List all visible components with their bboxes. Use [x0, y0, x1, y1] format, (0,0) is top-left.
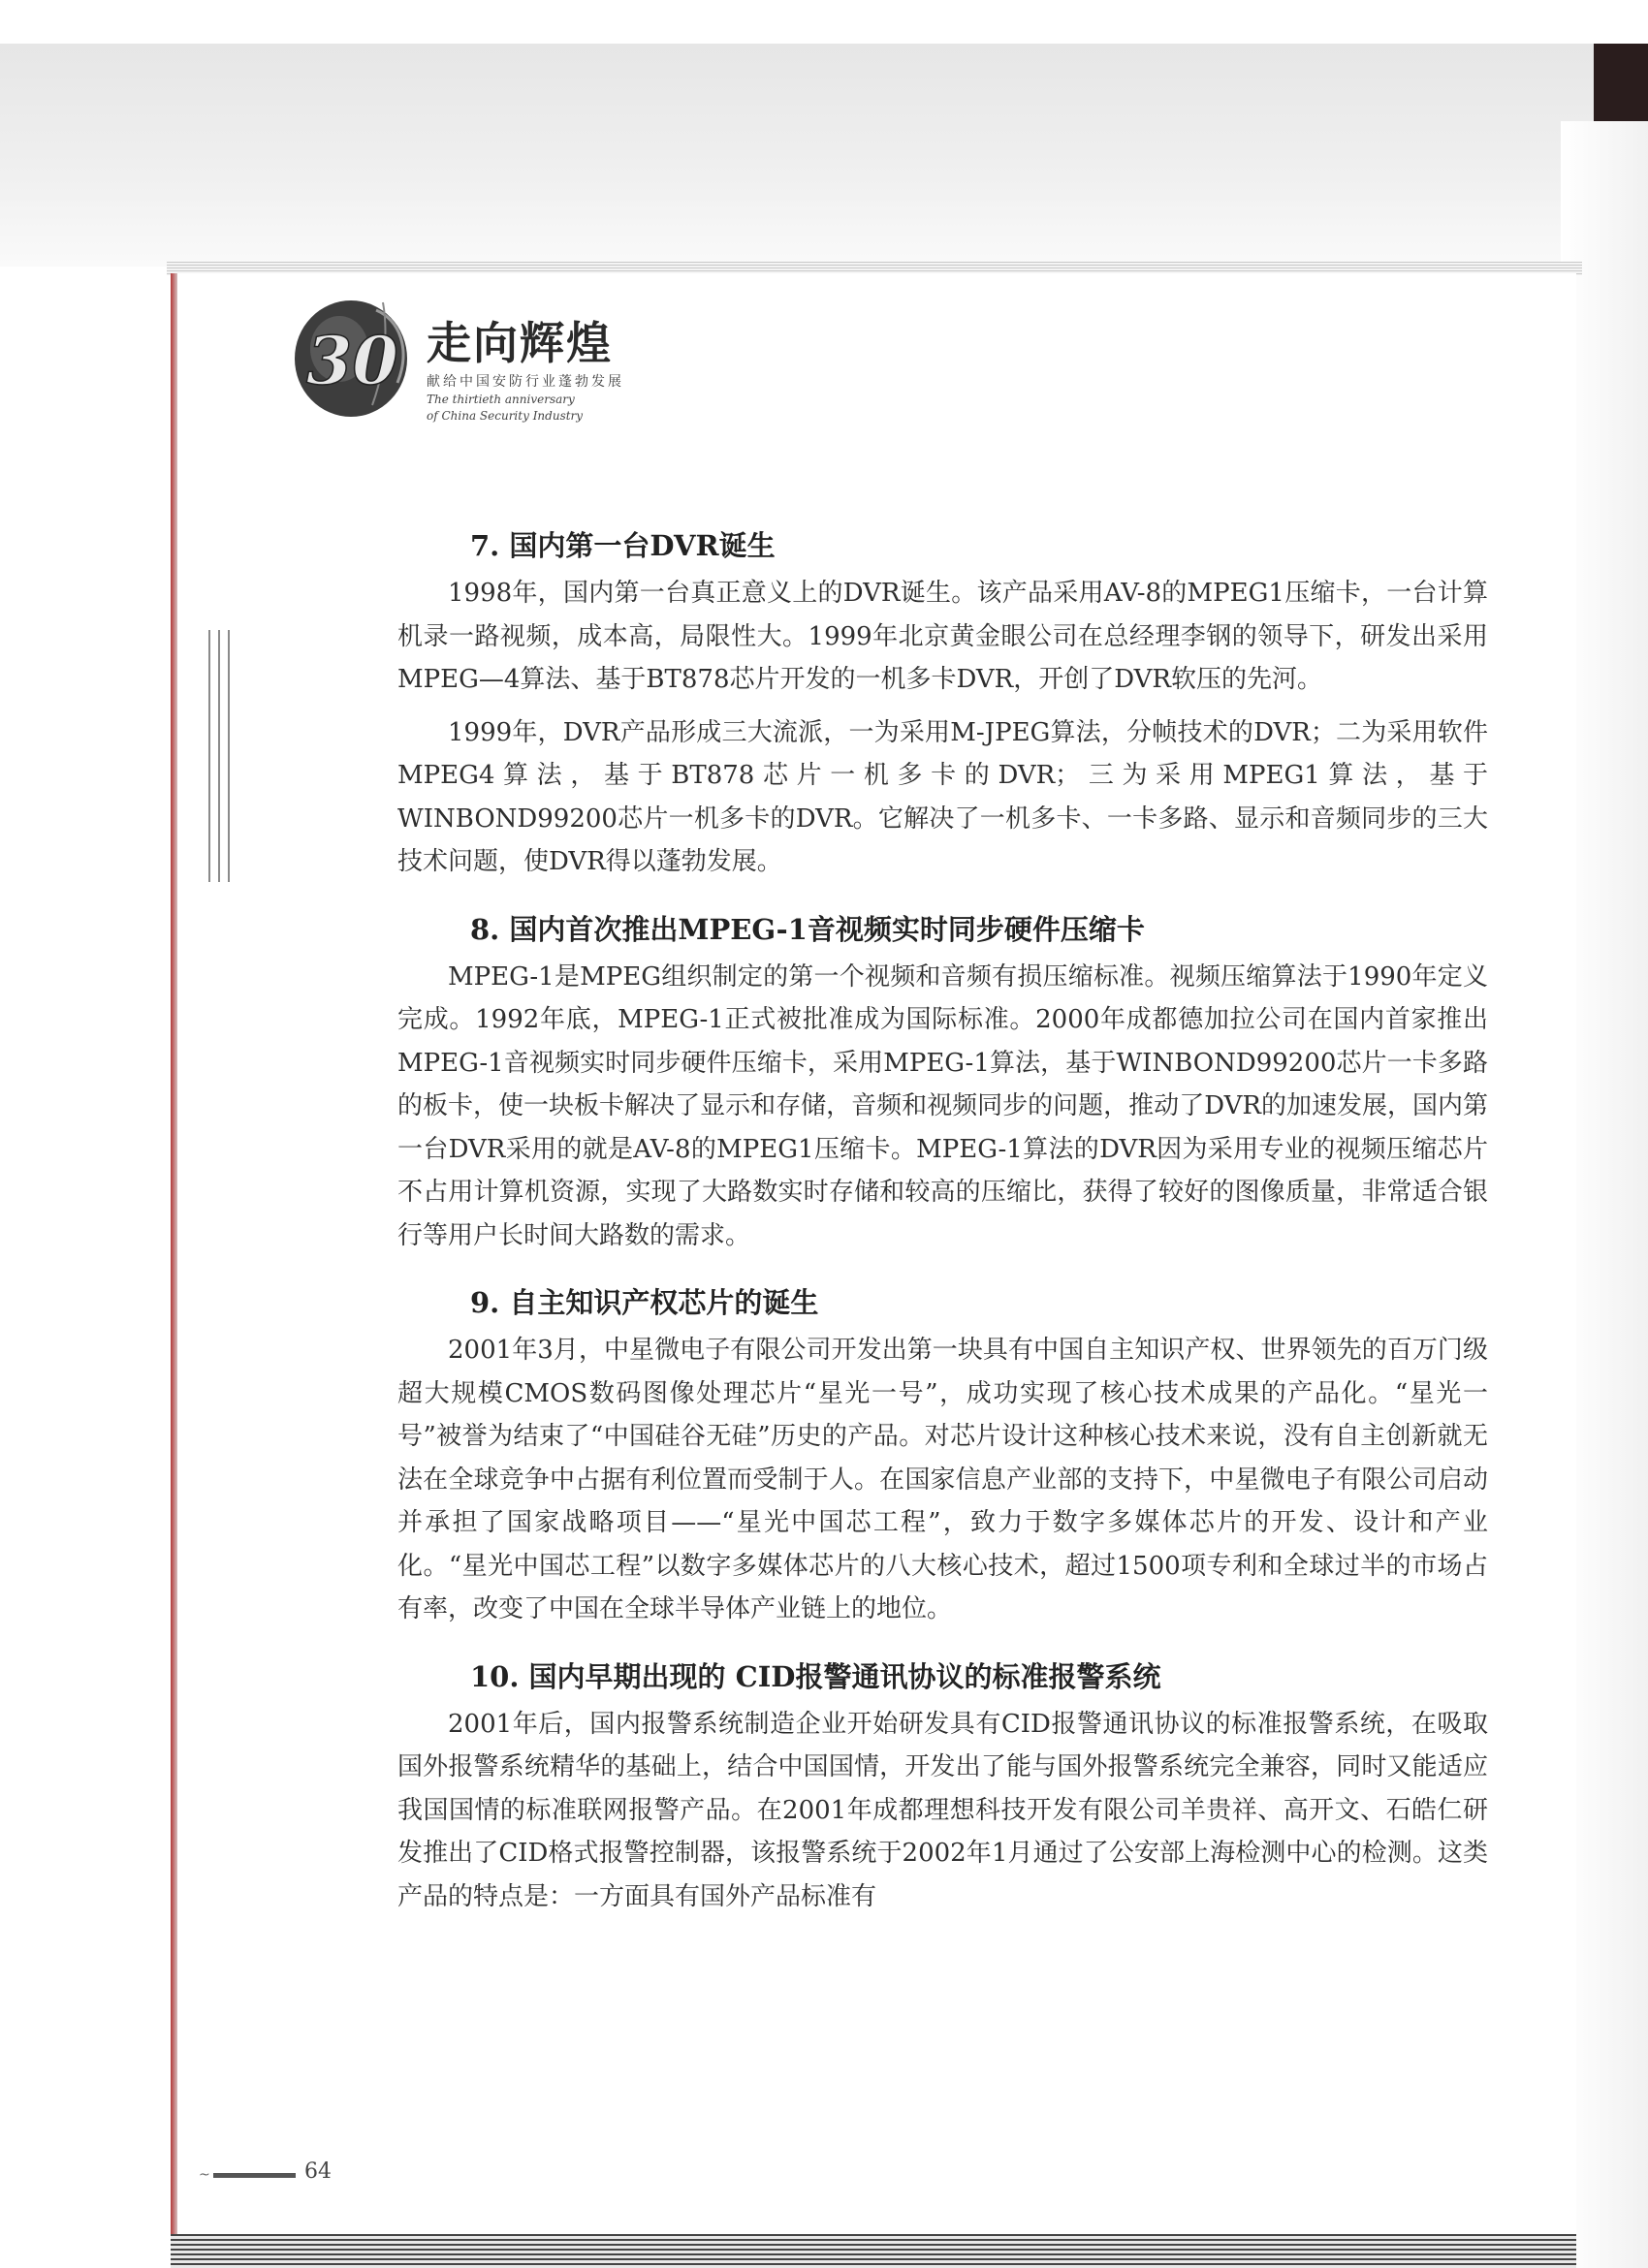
scan-background-top	[0, 0, 1648, 44]
scanner-edge-dark	[1594, 44, 1648, 121]
page-number: 64	[304, 2159, 332, 2184]
paragraph: 2001年后，国内报警系统制造企业开始研发具有CID报警通讯协议的标准报警系统，在吸取国外报警系统精华的基础上，结合中国国情，开发出了能与国外报警系统完全兼容，同时又能适应我国国情的标准联网报警产品。在2001年成都理想科技开发有限公司羊贵祥、高开文、石皓仁研发推出了CID格式报警控制器，该报警系统于2002年1月通过了公安部上海检测中心的检测。这类产品的特点是：一方面具有国外产品标准有	[397, 1709, 1488, 1911]
brand-subtitle: 献给中国安防行业蓬勃发展	[427, 374, 624, 390]
brand-english-line-1: The thirtieth anniversary	[427, 393, 575, 406]
anniversary-30-logo	[291, 291, 417, 422]
section-9	[397, 1280, 1488, 1631]
section-title: 7. 国内第一台DVR诞生	[470, 529, 776, 562]
logo-number: 30	[306, 323, 398, 400]
article-body	[397, 523, 1488, 1941]
section-10	[397, 1654, 1488, 1919]
section-title: 9. 自主知识产权芯片的诞生	[470, 1286, 819, 1319]
section-title: 10. 国内早期出现的 CID报警通讯协议的标准报警系统	[470, 1659, 1161, 1693]
paragraph: 1998年，国内第一台真正意义上的DVR诞生。该产品采用AV-8的MPEG1压缩卡，一台计算机录一路视频，成本高，局限性大。1999年北京黄金眼公司在总经理李钢的领导下，研发出采用MPEG—4算法、基于BT878芯片开发的一机多卡DVR，开创了DVR软压的先河。	[397, 579, 1488, 694]
scan-background-shadow	[0, 44, 1648, 267]
footer-ornament: ~	[199, 2167, 210, 2183]
paragraph: 1999年，DVR产品形成三大流派，一为采用M-JPEG算法，分帧技术的DVR；二为采用软件MPEG4算法，基于BT878芯片一机多卡的DVR；三为采用MPEG1算法，基于WINBOND99200芯片一机多卡的DVR。它解决了一机多卡、一卡多路、显示和音频同步的三大技术问题，使DVR得以蓬勃发展。	[397, 717, 1488, 876]
paragraph: MPEG-1是MPEG组织制定的第一个视频和音频有损压缩标准。视频压缩算法于1990年定义完成。1992年底，MPEG-1正式被批准成为国际标准。2000年成都德加拉公司在国内首家推出MPEG-1音视频实时同步硬件压缩卡，采用MPEG-1算法，基于WINBOND99200芯片一卡多路的板卡，使一块板卡解决了显示和存储，音频和视频同步的问题，推动了DVR的加速发展，国内第一台DVR采用的就是AV-8的MPEG1压缩卡。MPEG-1算法的DVR因为采用专业的视频压缩芯片不占用计算机资源，实现了大路数实时存储和较高的压缩比，获得了较好的图像质量，非常适合银行等用户长时间大路数的需求。	[397, 961, 1488, 1250]
brand-title: 走向辉煌	[427, 317, 613, 369]
bottom-page-edges	[171, 2234, 1576, 2268]
section-7	[397, 523, 1488, 884]
footer-rule	[213, 2173, 296, 2178]
brand-english-line-2: of China Security Industry	[427, 409, 584, 423]
margin-marks	[208, 630, 238, 882]
book-spine	[171, 273, 177, 2268]
section-title: 8. 国内首次推出MPEG-1音视频实时同步硬件压缩卡	[470, 912, 1145, 946]
section-8	[397, 907, 1488, 1258]
paragraph: 2001年3月，中星微电子有限公司开发出第一块具有中国自主知识产权、世界领先的百万门级超大规模CMOS数码图像处理芯片“星光一号”，成功实现了核心技术成果的产品化。“星光一号”被誉为结束了“中国硅谷无硅”历史的产品。对芯片设计这种核心技术来说，没有自主创新就无法在全球竞争中占据有利位置而受制于人。在国家信息产业部的支持下，中星微电子有限公司启动并承担了国家战略项目——“星光中国芯工程”，致力于数字多媒体芯片的开发、设计和产业化。“星光中国芯工程”以数字多媒体芯片的八大核心技术，超过1500项专利和全球过半的市场占有率，改变了中国在全球半导体产业链上的地位。	[397, 1336, 1488, 1623]
